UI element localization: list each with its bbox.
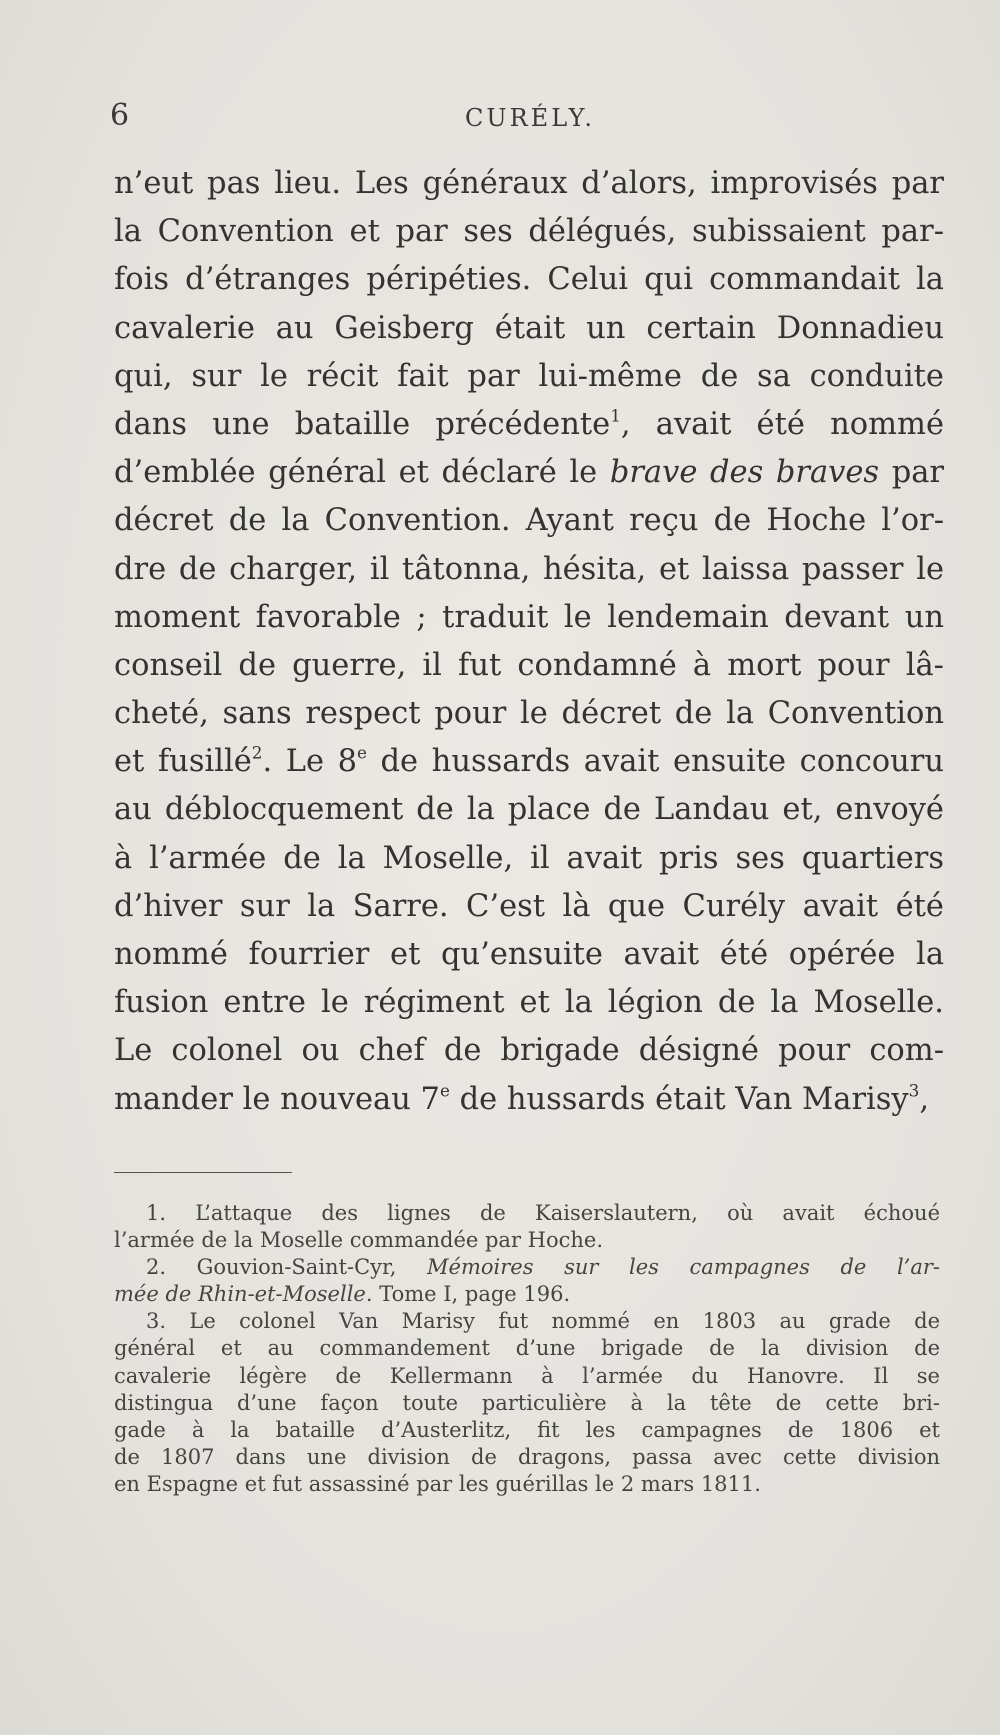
- body-line: cavalerie au Geisberg était un certain Donnadieu: [114, 310, 944, 346]
- footnote-line: [114, 1281, 940, 1308]
- page-header: [110, 98, 950, 138]
- page-number: 6: [110, 98, 130, 133]
- body-line: nommé fourrier et qu’ensuite avait été opérée la: [114, 937, 944, 972]
- body-line: la Convention et par ses délégués, subissaient par-: [114, 214, 944, 250]
- body-line: qui, sur le récit fait par lui-même de sa conduite: [114, 358, 944, 394]
- body-text-fragment: . Le 8: [262, 744, 358, 780]
- body-line: décret de la Convention. Ayant reçu de Hoche l’or-: [114, 503, 944, 539]
- body-line: n’eut pas lieu. Les généraux d’alors, improvisés par: [114, 166, 944, 201]
- body-text-fragment: d’emblée général et déclaré le: [114, 455, 598, 491]
- footnote-italic: Mémoires sur les campagnes de l’ar-: [427, 1255, 940, 1280]
- footnote-line: [114, 1254, 940, 1281]
- body-text-fragment: par: [879, 455, 944, 491]
- body-line: fusion entre le régiment et la légion de la Moselle.: [114, 985, 944, 1021]
- body-text-fragment: de: [449, 1081, 507, 1117]
- footnote-line: l’armée de la Moselle commandée par Hoche.: [114, 1228, 604, 1253]
- body-text-fragment: et fusillé: [114, 744, 252, 780]
- body-line: [114, 401, 944, 449]
- body-text-fragment: de hussards avait ensuite concouru: [366, 744, 945, 780]
- body-text-fragment: , avait été nommé: [620, 406, 944, 442]
- footnotes: [114, 1200, 940, 1498]
- ordinal-superscript: e: [439, 1079, 450, 1100]
- body-line: d’hiver sur la Sarre. C’est là que Curély avait été: [114, 888, 944, 924]
- footnote-line: distingua d’une façon toute particulière à la tête de cette bri-: [114, 1390, 940, 1415]
- body-line: Le colonel ou chef de brigade désigné pour com-: [114, 1033, 944, 1069]
- footnote-line: cavalerie légère de Kellermann à l’armée du Hanovre. Il se: [114, 1363, 940, 1388]
- footnote-line: 3. Le colonel Van Marisy fut nommé en 1803 au grade de: [146, 1309, 940, 1334]
- body-text: [114, 160, 944, 1124]
- ordinal-superscript: e: [357, 742, 367, 763]
- body-line: [114, 1076, 944, 1124]
- italic-phrase: brave des braves: [609, 455, 880, 491]
- body-line: à l’armée de la Moselle, il avait pris ses quartiers: [114, 840, 944, 876]
- body-text-fragment: hussards était Van Marisy: [506, 1081, 909, 1117]
- body-text-fragment: ,: [919, 1081, 930, 1117]
- footnote-line: 1. L’attaque des lignes de Kaiserslautern, où avait échoué: [146, 1201, 940, 1225]
- running-head: CURÉLY.: [465, 104, 595, 132]
- body-line: dre de charger, il tâtonna, hésita, et laissa passer le: [114, 551, 944, 587]
- body-line: moment favorable ; traduit le lendemain devant un: [114, 599, 944, 635]
- footnote-line: général et au commandement d’une brigade de la division de: [114, 1336, 940, 1361]
- footnote-ref-3: 3: [908, 1079, 920, 1100]
- footnote-fragment: 2. Gouvion-Saint-Cyr,: [146, 1255, 428, 1280]
- footnote-line: gade à la bataille d’Austerlitz, fit les campagnes de 1806 et: [114, 1417, 940, 1442]
- footnote-line: en Espagne et fut assassiné par les guérillas le 2 mars 1811.: [114, 1471, 761, 1496]
- body-line: [114, 449, 944, 497]
- body-line: [114, 738, 944, 786]
- footnote-separator: [114, 1172, 292, 1173]
- footnote-ref-2: 2: [251, 742, 263, 763]
- body-line: cheté, sans respect pour le décret de la Convention: [114, 696, 944, 732]
- body-line: au déblocquement de la place de Landau et, envoyé: [114, 792, 944, 828]
- footnote-ref-1: 1: [610, 405, 621, 426]
- footnote-line: de 1807 dans une division de dragons, passa avec cette division: [114, 1444, 940, 1469]
- body-line: conseil de guerre, il fut condamné à mort pour lâ-: [114, 647, 944, 683]
- body-line: fois d’étranges péripéties. Celui qui commandait la: [114, 262, 944, 298]
- body-text-fragment: dans une bataille précédente: [114, 406, 611, 442]
- footnote-italic: mée de Rhin-et-Moselle.: [114, 1282, 373, 1307]
- footnote-fragment: Tome I, page 196.: [372, 1282, 571, 1307]
- body-text-fragment: mander le nouveau 7: [114, 1081, 440, 1117]
